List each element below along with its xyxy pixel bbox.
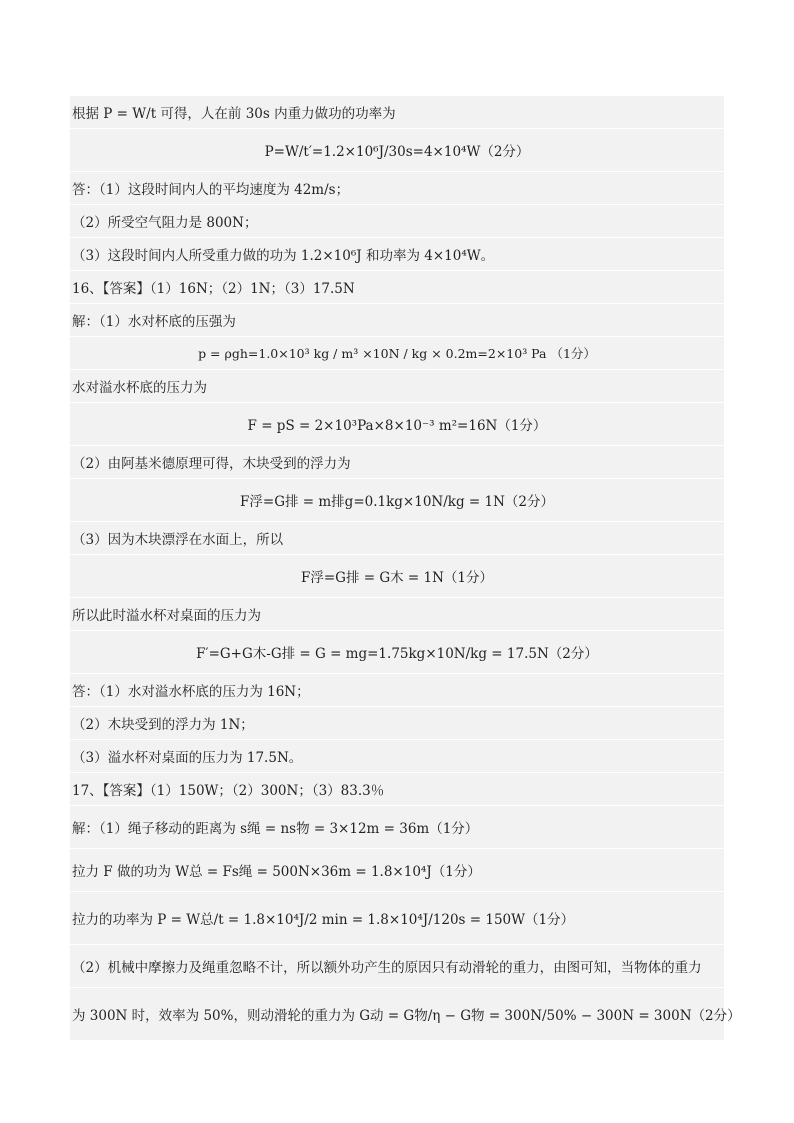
formula-line: 解：（1）绳子移动的距离为 s绳 = ns物 = 3×12m = 36m（1分） (70, 806, 724, 849)
formula-line: 拉力 F 做的功为 W总 = Fs绳 = 500N×36m = 1.8×10⁴J（1分） (70, 849, 724, 892)
formula-line: 为 300N 时，效率为 50%，则动滑轮的重力为 G动 = G物/η − G物 = 300N/50% − 300N = 300N（2分） (70, 988, 724, 1041)
text-line: （2）所受空气阻力是 800N； (70, 205, 724, 238)
answer-heading-17: 17、【答案】（1）150W；（2）300N；（3）83.3％ (70, 773, 724, 806)
text-line: 根据 P = W/t 可得，人在前 30s 内重力做功的功率为 (70, 96, 724, 129)
formula-line: 拉力的功率为 P = W总/t = 1.8×10⁴J/2 min = 1.8×10⁴J/120s = 150W（1分） (70, 892, 724, 945)
formula-line: p = ρgh=1.0×10³ kg / m³ ×10N / kg × 0.2m=2×10³ Pa （1分） (70, 337, 724, 370)
formula-line: P=W/t′=1.2×10⁶J/30s=4×10⁴W（2分） (70, 129, 724, 172)
text-line: 答：（1）水对溢水杯底的压力为 16N； (70, 674, 724, 707)
text-line: 所以此时溢水杯对桌面的压力为 (70, 598, 724, 631)
text-line: （3）溢水杯对桌面的压力为 17.5N。 (70, 740, 724, 773)
text-line: （3）这段时间内人所受重力做的功为 1.2×10⁶J 和功率为 4×10⁴W。 (70, 238, 724, 271)
text-line: 水对溢水杯底的压力为 (70, 370, 724, 403)
answer-document (70, 96, 741, 1041)
answer-heading-16: 16、【答案】（1）16N；（2）1N；（3）17.5N (70, 271, 724, 304)
text-line: （3）因为木块漂浮在水面上，所以 (70, 522, 724, 555)
text-line: （2）由阿基米德原理可得，木块受到的浮力为 (70, 446, 724, 479)
formula-line: F浮=G排 = G木 = 1N（1分） (70, 555, 724, 598)
formula-line: F′=G+G木-G排 = G = mg=1.75kg×10N/kg = 17.5N（2分） (70, 631, 724, 674)
formula-line: F浮=G排 = m排g=0.1kg×10N/kg = 1N（2分） (70, 479, 724, 522)
text-line: 答：（1）这段时间内人的平均速度为 42m/s； (70, 172, 724, 205)
text-line: （2）木块受到的浮力为 1N； (70, 707, 724, 740)
text-line: （2）机械中摩擦力及绳重忽略不计，所以额外功产生的原因只有动滑轮的重力，由图可知，当物体的重力 (70, 945, 724, 988)
text-line: 解：（1）水对杯底的压强为 (70, 304, 724, 337)
formula-line: F = pS = 2×10³Pa×8×10⁻³ m²=16N（1分） (70, 403, 724, 446)
